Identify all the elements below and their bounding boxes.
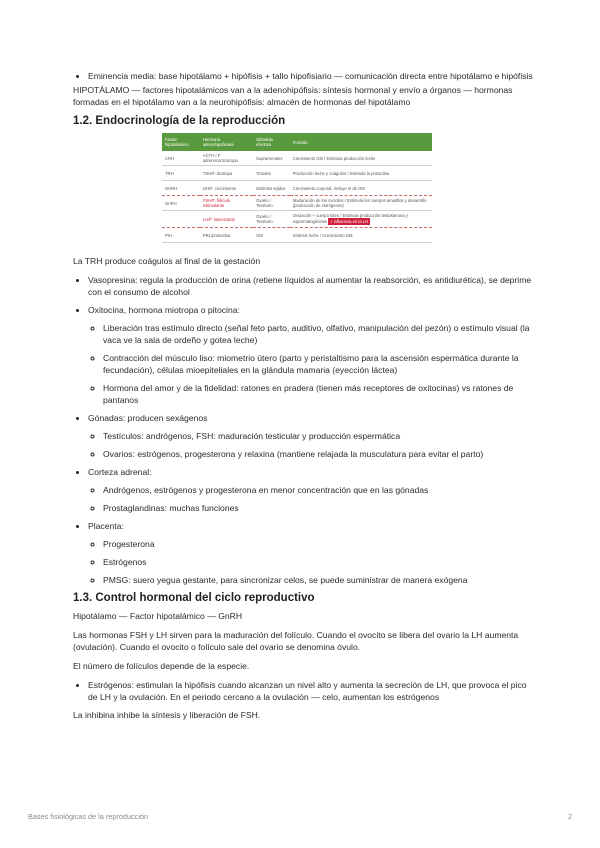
table-cell: Síntesis leche / Crecimiento GM [290, 228, 432, 243]
sub-list-item: ◦ Estrógenos [103, 556, 533, 568]
inhibina-paragraph: La inhibina inhibe la síntesis y liberación de FSH. [73, 710, 261, 720]
sub-list [88, 484, 533, 514]
table-cell: GHRH [162, 181, 200, 196]
table-cell [162, 211, 200, 228]
list-item-text: Vasopresina: regula la producción de orina (retiene líquidos al aumentar la reabsorción, es antidiurética), se deprime con el consumo de alcohol [88, 275, 532, 297]
table-row [162, 151, 432, 166]
table-cell: GM [253, 228, 290, 243]
list-item [88, 520, 533, 586]
table-cell: FSH/F. folículo estimulante [200, 196, 253, 211]
table-cell-text: Ovulación + cuerpo lúteo / Estimula producción testosterona y espermatogénesis [292, 213, 408, 224]
table-cell: Suprarrenales [253, 151, 290, 166]
list-item-text: Oxitocina, hormona miotropa o pitocina: [88, 305, 240, 315]
sub-list-item: ◦ Ovarios: estrógenos, progesterona y relaxina (mantiene relajada la musculatura para evitar el parto) [103, 448, 533, 460]
table-cell: Ovario / Testículo [253, 196, 290, 211]
page-footer [28, 812, 572, 821]
list-item-text: Placenta: [88, 521, 124, 531]
estrogenos-list [73, 679, 533, 703]
sub-list-item: ◦ Progesterona [103, 538, 533, 550]
table-cell: Crecimiento GM / Estimula producción leche [290, 151, 432, 166]
sub-list-item: ◦ Contracción del músculo liso: miometrio útero (parto y peristaltismo para la ascensión espermática durante la fecundación), células mioepiteliales en la glándula mamaria (eyección láctea) [103, 352, 533, 376]
sub-list-item: ◦ PMSG: suero yegua gestante, para sincronizar celos, se puede suministrar de manera exógena [103, 574, 533, 586]
table-row [162, 211, 432, 228]
trh-paragraph: La TRH produce coágulos al final de la gestación [73, 256, 261, 266]
sub-list-item: ◦ Andrógenos, estrógenos y progesterona en menor concentración que en las gónadas [103, 484, 533, 496]
table-header-row [162, 133, 432, 151]
table-row [162, 228, 432, 243]
table-cell: LH/F. luteinizante [200, 211, 253, 228]
table-cell: Maduración de los ovocitos / Estimula los cuerpos amarillos y desarrollo (producción de estrógenos) [290, 196, 432, 211]
sub-list [88, 430, 533, 460]
table-cell: Distintos tejidos [253, 181, 290, 196]
document-body [73, 70, 533, 728]
table-cell: Producción leche y coágulos / Estimula la prolactina [290, 166, 432, 181]
eminencia-item: • Eminencia media: base hipotálamo + hipófisis + tallo hipofisiario — comunicación directa entre hipotálamo e hipófisis [88, 70, 533, 82]
table-cell: TRH [162, 166, 200, 181]
list-item [88, 466, 533, 514]
table-header-cell: Glándula efectora [253, 133, 290, 151]
table-cell: Ovario / Testículo [253, 211, 290, 228]
table-cell: ACTH / F. adrenocorticotropa [200, 151, 253, 166]
endocrine-table [162, 133, 432, 243]
table-cell: GnRH [162, 196, 200, 211]
sub-list [88, 322, 533, 406]
table-cell: GH/F. crecimiento [200, 181, 253, 196]
fsh-lh-paragraph: Las hormonas FSH y LH sirven para la maduración del folículo. Cuando el ovocito se libera del ovario la LH aumenta (ovulación). Cuando el ovocito o folículo sale del ovario se denomina óvulo. [73, 630, 519, 652]
table-cell: PRL/prolactina [200, 228, 253, 243]
gnrh-paragraph: Hipotálamo — Factor hipotalámico — GnRH [73, 611, 243, 621]
sub-list-item: ◦ Liberación tras estímulo directo (señal feto parto, auditivo, olfativo, manipulación del pezón) o estímulo visual (la vaca ve la sala de ordeño y gotea leche) [103, 322, 533, 346]
table-row [162, 181, 432, 196]
footer-title: Bases fisiológicas de la reproducción [28, 812, 149, 821]
list-item [88, 304, 533, 406]
sub-list-item: ◦ Prostaglandinas: muchas funciones [103, 502, 533, 514]
table-row [162, 196, 432, 211]
table-cell: Crecimiento corporal, incluye el de GM [290, 181, 432, 196]
foliculos-paragraph: El número de folículos depende de la especie. [73, 661, 250, 671]
sub-list [88, 538, 533, 586]
table-header-cell: Función [290, 133, 432, 151]
hormone-list [73, 274, 533, 586]
table-cell: Tiroides [253, 166, 290, 181]
table-cell: TSH/F. tirotropa [200, 166, 253, 181]
endocrine-table-figure [162, 133, 432, 243]
eminencia-list [73, 70, 533, 82]
sub-list-item: ◦ Testículos: andrógenos, FSH: maduración testicular y producción espermática [103, 430, 533, 442]
sub-list-item: ◦ Hormona del amor y de la fidelidad: ratones en pradera (tienen más receptores de oxitocinas) vs ratones de pantanos [103, 382, 533, 406]
table-row [162, 166, 432, 181]
section-heading-control-hormonal: 1.3. Control hormonal del ciclo reproductivo [73, 592, 315, 604]
list-item-text: Gónadas: producen sexágenos [88, 413, 208, 423]
list-item: • Estrógenos: estimulan la hipófisis cuando alcanzan un nivel alto y aumenta la secreción de LH, que provoca el pico de LH y la ovulación. En el periodo cercano a la ovulación — celo, aumentan los estrógenos [88, 679, 533, 703]
table-cell: CRH [162, 151, 200, 166]
list-item [88, 412, 533, 460]
table-header-cell: Hormona adenohipofisaria [200, 133, 253, 151]
table-cell: PIH [162, 228, 200, 243]
table-cell [290, 211, 432, 228]
page-number: 2 [567, 812, 572, 821]
list-item-text: Corteza adrenal: [88, 467, 152, 477]
section-heading-endocrinologia: 1.2. Endocrinología de la reproducción [73, 115, 286, 127]
table-header-cell: Factor hipotalámico [162, 133, 200, 151]
list-item [88, 274, 533, 298]
table-note-badge: + influencia en la LH [330, 219, 369, 224]
hipotalamo-paragraph: HIPOTÁLAMO — factores hipotalámicos van a la adenohipófisis: síntesis hormonal y envío a órganos — hormonas formadas en el hipotálamo van a la neurohipófisis: almacén de hormonas del hipotálamo [73, 85, 513, 107]
